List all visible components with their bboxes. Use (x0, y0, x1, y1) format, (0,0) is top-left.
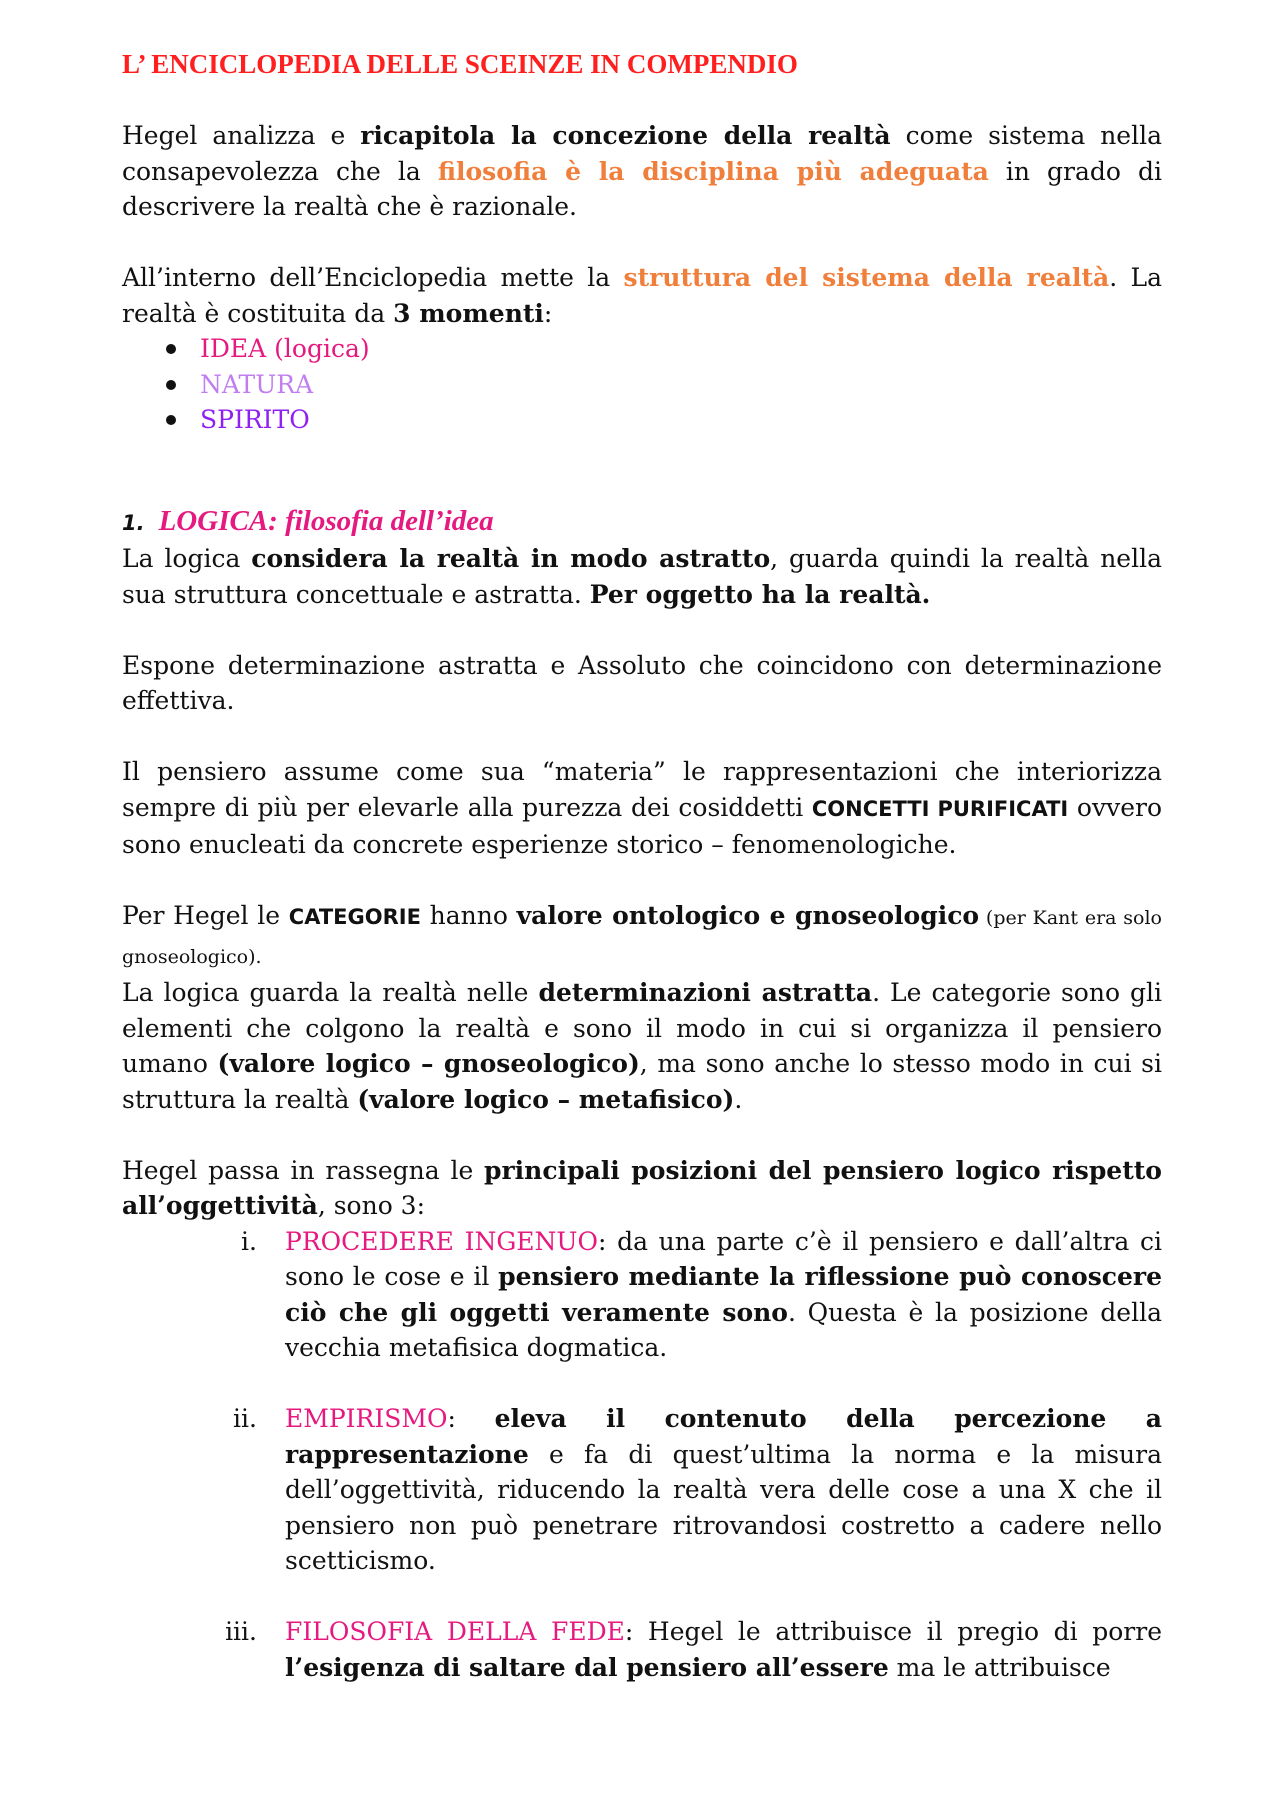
list-item: IDEA (logica) (166, 331, 1162, 367)
paragraph-intro: Hegel analizza e ricapitola la concezione della realtà come sistema nella consapevolezza che la filosofia è la disciplina più adeguata in grado di descrivere la realtà che è razionale. (122, 121, 1162, 221)
document-title: L’ ENCICLOPEDIA DELLE SCEINZE IN COMPENDIO (122, 49, 798, 79)
section-heading-logica: 1. LOGICA: filosofia dell’idea (122, 505, 494, 537)
paragraph-logica: La logica considera la realtà in modo astratto, guarda quindi la realtà nella sua struttura concettuale e astratta. Per oggetto ha la realtà. (122, 544, 1162, 609)
paragraph-categorie: Per Hegel le CATEGORIE hanno valore ontologico e gnoseologico (per Kant era solo gnoseologico). (122, 901, 1162, 968)
paragraph-pensiero: Il pensiero assume come sua “materia” le rappresentazioni che interiorizza sempre di più per elevarle alla purezza dei cosiddetti CONCETTI PURIFICATI ovvero sono enucleati da concrete esperienze storico – fenomenologiche. (122, 757, 1162, 859)
list-item: ii. EMPIRISMO: eleva il contenuto della percezione a rappresentazione e fa di quest’ultima la norma e la misura dell’oggettività, riducendo la realtà vera delle cose a una X che il pensiero non può penetrare ritrovandosi costretto a cadere nello scetticismo. (233, 1404, 1162, 1575)
paragraph-posizioni: Hegel passa in rassegna le principali posizioni del pensiero logico rispetto all’oggettività, sono 3: (122, 1155, 1162, 1220)
document-content (122, 46, 1162, 1685)
list-item: NATURA (166, 367, 1162, 403)
bullet-icon (166, 344, 176, 354)
paragraph-determinazioni: La logica guarda la realtà nelle determinazioni astratta. Le categorie sono gli elementi che colgono la realtà e sono il modo in cui si organizza il pensiero umano (valore logico – gnoseologico), ma sono anche lo stesso modo in cui si struttura la realtà (valore logico – metafisico). (122, 978, 1163, 1114)
list-item: iii. FILOSOFIA DELLA FEDE: Hegel le attribuisce il pregio di porre l’esigenza di saltare dal pensiero all’essere ma le attribuisce (225, 1617, 1162, 1682)
list-item: SPIRITO (166, 402, 1162, 438)
bullet-icon (166, 415, 176, 425)
paragraph-structure: All’interno dell’Enciclopedia mette la struttura del sistema della realtà. La realtà è costituita da 3 momenti: (122, 263, 1162, 328)
paragraph-espone: Espone determinazione astratta e Assoluto che coincidono con determinazione effettiva. (122, 650, 1162, 715)
bullet-icon (166, 380, 176, 390)
moments-list (122, 331, 1162, 438)
list-item: i. PROCEDERE INGENUO: da una parte c’è il pensiero e dall’altra ci sono le cose e il pensiero mediante la riflessione può conoscere ciò che gli oggetti veramente sono. Questa è la posizione della vecchia metafisica dogmatica. (241, 1226, 1162, 1362)
